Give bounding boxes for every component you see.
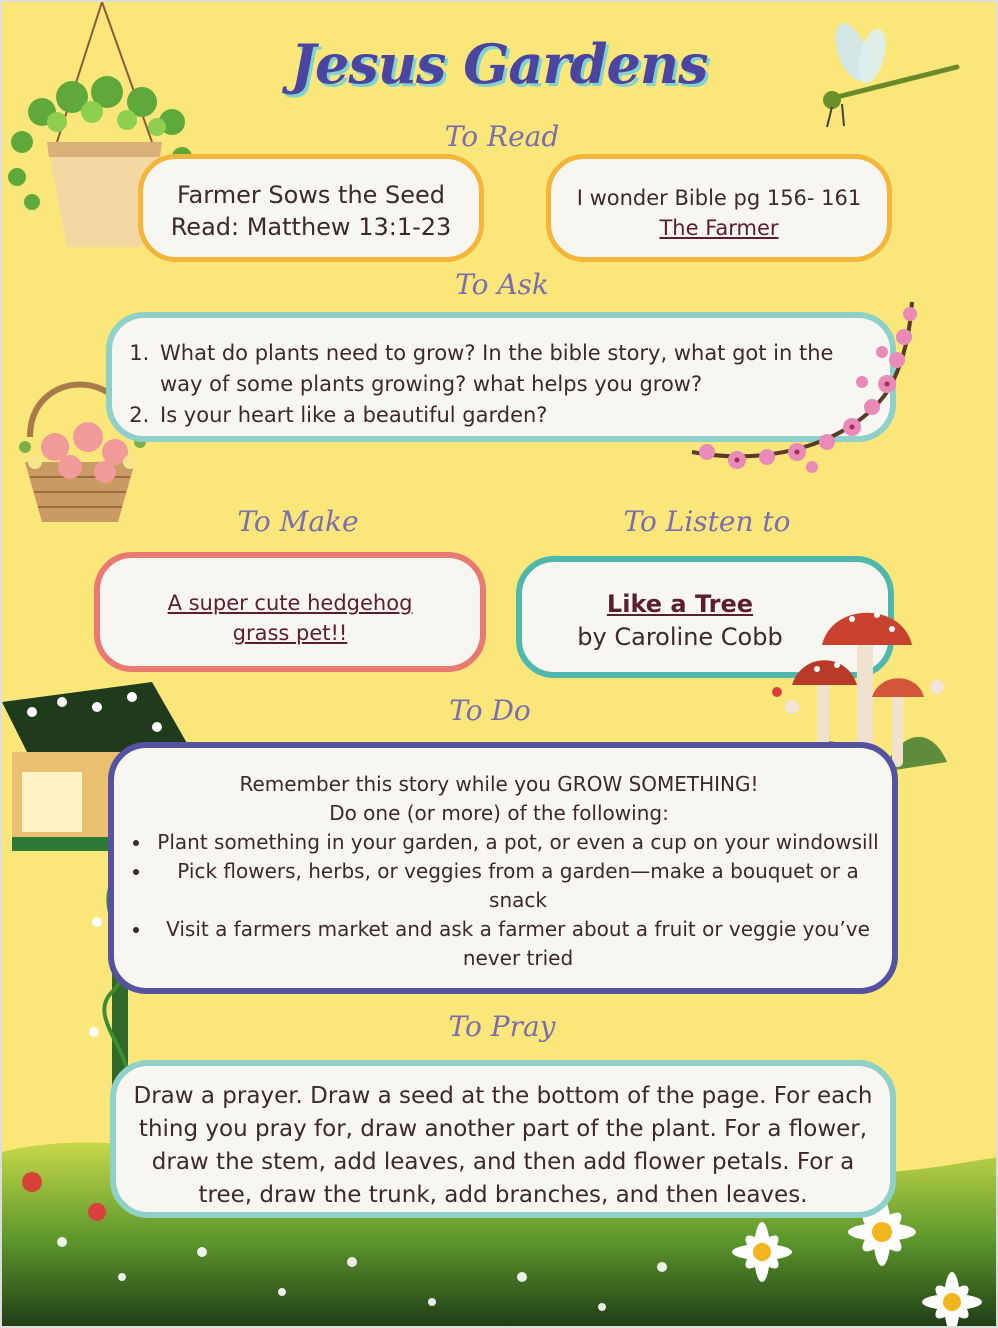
do-activity: • Visit a farmers market and ask a farmer about a fruit or veggie you’ve never tried: [152, 915, 884, 973]
ask-question: 2. Is your heart like a beautiful garden?: [156, 400, 860, 431]
heading-to-read: To Read: [444, 120, 560, 153]
heading-to-make: To Make: [237, 505, 359, 538]
read-box-left: [138, 154, 484, 262]
listen-artist: by Caroline Cobb: [577, 623, 783, 651]
read-farmer-link[interactable]: The Farmer: [659, 216, 779, 240]
ask-question: 1. What do plants need to grow? In the bible story, what got in the way of some plants growing? what helps you grow?: [156, 338, 860, 400]
heading-to-ask: To Ask: [455, 268, 549, 301]
do-instruction: Do one (or more) of the following:: [329, 801, 669, 825]
pray-instructions: Draw a prayer. Draw a seed at the bottom of the page. For each thing you pray for, draw another part of the plant. For a flower, draw the stem, add leaves, and then add flower petals. For a tree, draw the trunk, add branches, and then leaves.: [133, 1083, 873, 1208]
read-box-right: [546, 154, 892, 262]
make-hedgehog-link-line2[interactable]: grass pet!!: [232, 621, 348, 645]
heading-to-listen: To Listen to: [623, 505, 791, 538]
do-activity-list: [114, 828, 884, 973]
listen-song-link[interactable]: Like a Tree: [606, 590, 754, 618]
do-intro: Remember this story while you GROW SOMETHING!: [239, 772, 759, 796]
read-scripture: Read: Matthew 13:1-23: [170, 213, 452, 241]
make-box: [94, 552, 486, 672]
make-hedgehog-link[interactable]: A super cute hedgehog: [167, 591, 413, 615]
read-bible-page: I wonder Bible pg 156- 161: [576, 186, 862, 210]
cherry-blossom-icon: [682, 292, 922, 482]
heading-to-pray: To Pray: [448, 1010, 556, 1043]
do-activity: • Plant something in your garden, a pot, or even a cup on your windowsill: [152, 828, 884, 857]
do-box: [108, 742, 898, 994]
pray-box: [110, 1060, 896, 1218]
heading-to-do: To Do: [449, 694, 531, 727]
do-activity: • Pick flowers, herbs, or veggies from a garden—make a bouquet or a snack: [152, 857, 884, 915]
page-title: Jesus Gardens: [290, 32, 708, 96]
read-story-title: Farmer Sows the Seed: [176, 181, 446, 209]
